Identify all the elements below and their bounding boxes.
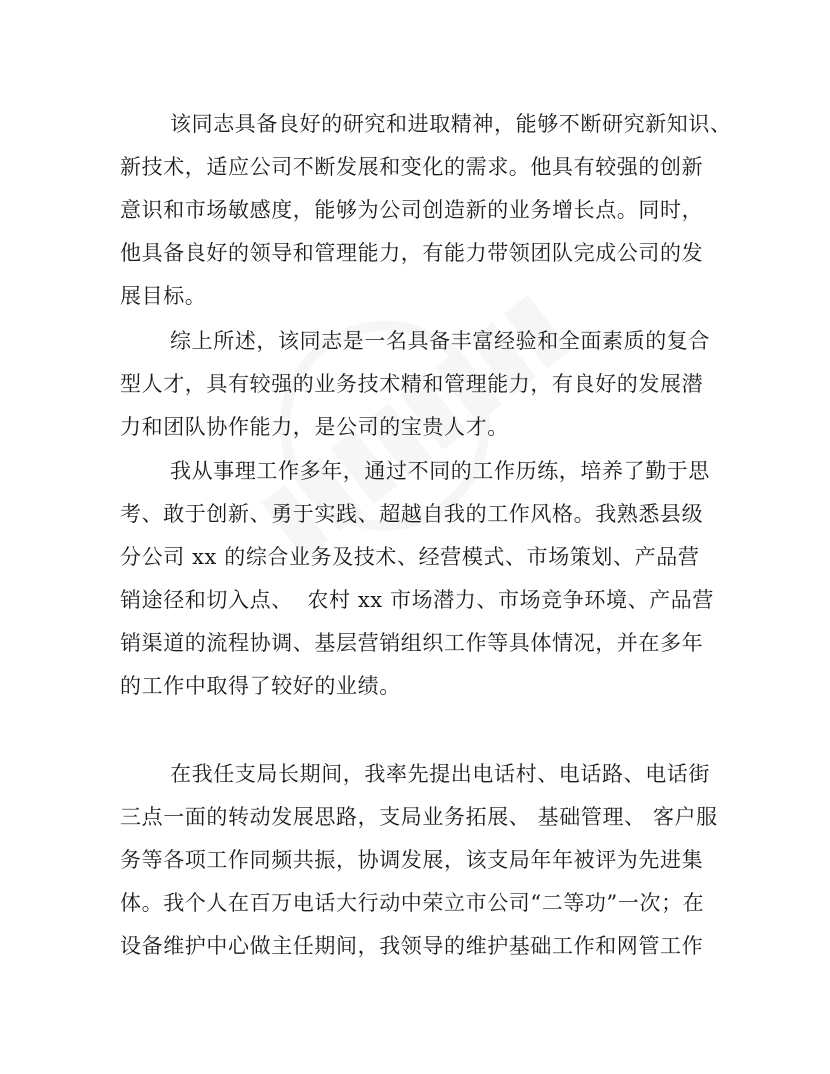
paragraph-1-line-1: 该同志具备良好的研究和进取精神，能够不断研究新知识、: [170, 112, 732, 136]
paragraph-3-line-1: 我从事理工作多年，通过不同的工作历练，培养了勤于思: [170, 459, 710, 483]
paragraph-3-line-5: 销渠道的流程协调、基层营销组织工作等具体情况，并在多年: [120, 631, 704, 655]
paragraph-1-line-3: 意识和市场敏感度，能够为公司创造新的业务增长点。同时，: [120, 198, 704, 222]
paragraph-2-line-1: 综上所述，该同志是一名具备丰富经验和全面素质的复合: [170, 329, 710, 353]
paragraph-3-line-4: 销途径和切入点、 农村 xx 市场潜力、市场竞争环境、产品营: [120, 588, 714, 612]
paragraph-1-line-5: 展目标。: [120, 284, 207, 308]
paragraph-4-line-1: 在我任支局长期间，我率先提出电话村、电话路、电话街: [170, 762, 710, 786]
paragraph-1-line-4: 他具备良好的领导和管理能力，有能力带领团队完成公司的发: [120, 241, 704, 265]
paragraph-4-line-3: 务等各项工作同频共振，协调发展，该支局年年被评为先进集: [120, 848, 704, 872]
paragraph-2-line-2: 型人才，具有较强的业务技术精和管理能力，有良好的发展潜: [120, 372, 704, 396]
paragraph-3-line-3: 分公司 xx 的综合业务及技术、经营模式、市场策划、产品营: [120, 545, 700, 569]
paragraph-2-line-3: 力和团队协作能力，是公司的宝贵人才。: [120, 415, 509, 439]
paragraph-3-line-6: 的工作中取得了较好的业绩。: [120, 674, 401, 698]
paragraph-1-line-2: 新技术，适应公司不断发展和变化的需求。他具有较强的创新: [120, 155, 704, 179]
paragraph-3-line-2: 考、敢于创新、勇于实践、超越自我的工作风格。我熟悉县级: [120, 502, 704, 526]
paragraph-4-line-4: 体。我个人在百万电话大行动中荣立市公司“二等功”一次；在: [120, 891, 705, 915]
paragraph-4-line-5: 设备维护中心做主任期间，我领导的维护基础工作和网管工作: [120, 934, 704, 958]
paragraph-4-line-2: 三点一面的转动发展思路，支局业务拓展、 基础管理、 客户服: [120, 805, 718, 829]
